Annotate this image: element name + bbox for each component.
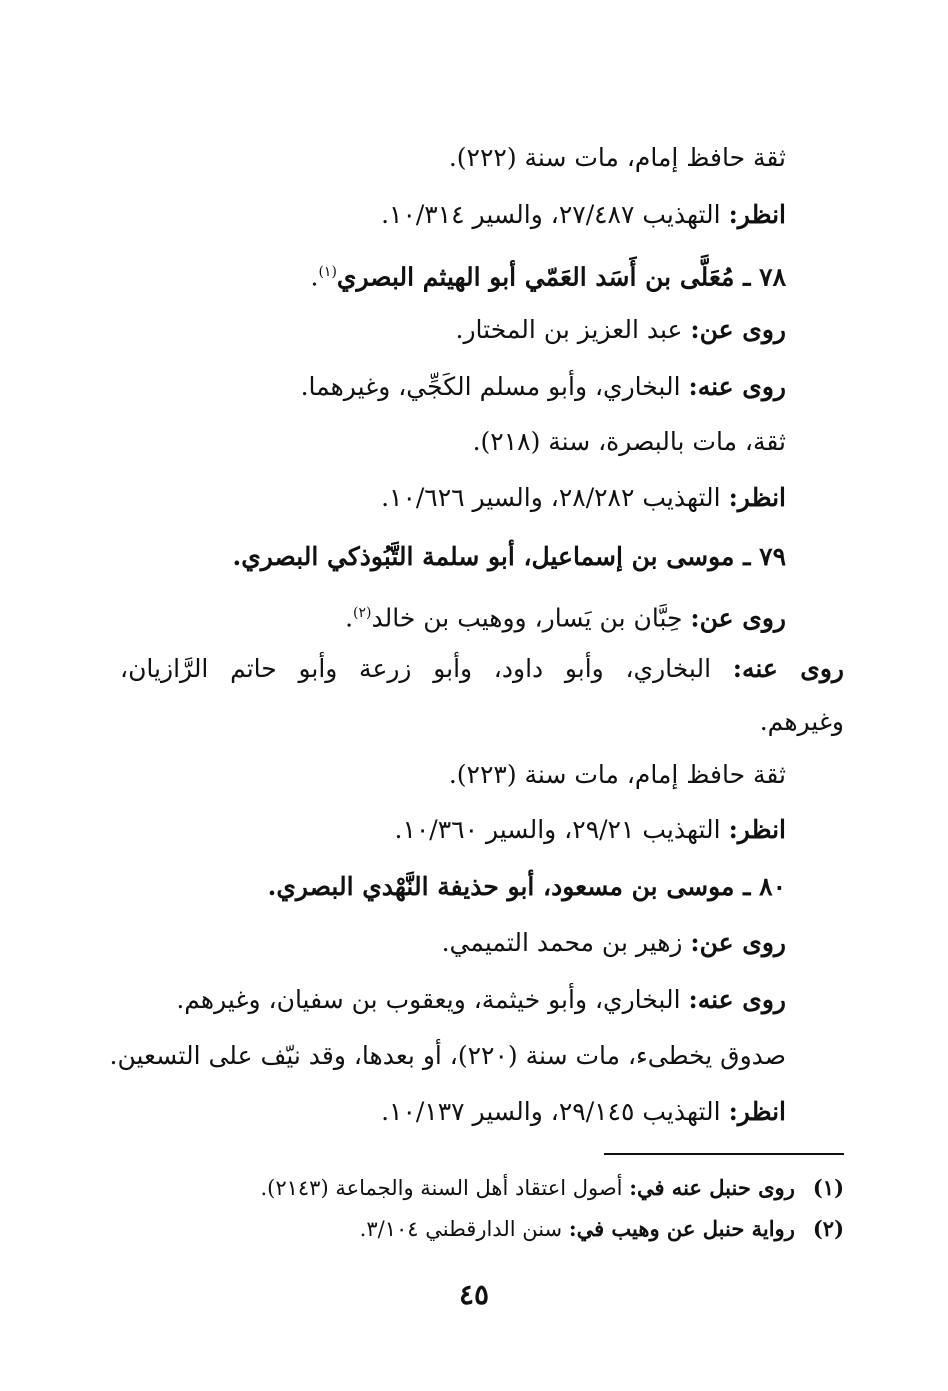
- line-text: ثقة حافظ إمام، مات سنة (٢٢٣).: [448, 760, 786, 789]
- text-line: [0, 914, 786, 972]
- line-label: انظر:: [728, 815, 786, 844]
- line-text: التهذيب ٢٩/١٤٥، والسير ١٠/١٣٧.: [381, 1097, 729, 1126]
- footnote: [120, 1207, 844, 1251]
- entry-number: ٧٨ ـ: [743, 262, 786, 292]
- line-label: انظر:: [728, 1097, 786, 1126]
- footnote-number: (١): [812, 1175, 844, 1200]
- line-text: البخاري، وأبو مسلم الكَجِّي، وغيرهما.: [300, 372, 689, 401]
- text-line: [0, 693, 844, 751]
- line-label: روى عن:: [690, 315, 786, 344]
- line-text: زهير بن محمد التميمي.: [441, 928, 691, 957]
- footnote-separator: [604, 1153, 844, 1155]
- text-line: [0, 469, 786, 527]
- entry-name: موسى بن مسعود، أبو حذيفة النَّهْدي البصري.: [267, 872, 744, 901]
- line-text: ثقة، مات بالبصرة، سنة (٢١٨).: [472, 427, 786, 456]
- footnote: [120, 1166, 844, 1210]
- text-line: [0, 186, 786, 244]
- text-line: [0, 358, 786, 416]
- entry-number: ٧٩ ـ: [743, 542, 786, 571]
- line-tail: .: [310, 262, 319, 292]
- entry-name: مُعَلَّى بن أَسَد العَمّي أبو الهيثم البصري: [336, 262, 744, 292]
- footnote-number: (٢): [812, 1216, 844, 1241]
- footnote-text: أصول اعتقاد أهل السنة والجماعة (٢١٤٣).: [260, 1176, 630, 1200]
- line-label: روى عن:: [690, 928, 786, 957]
- line-label: انظر:: [728, 200, 786, 229]
- line-text: وغيرهم.: [759, 707, 844, 736]
- line-text: عبد العزيز بن المختار.: [455, 315, 691, 344]
- text-line: [0, 301, 786, 359]
- text-line: [0, 1027, 786, 1085]
- footnote-ref: (١): [318, 264, 337, 280]
- footnote-text: سنن الدارقطني ٣/١٠٤.: [359, 1217, 569, 1241]
- text-line: [0, 801, 786, 859]
- text-line: [0, 1083, 786, 1141]
- line-label: روى عنه:: [688, 372, 786, 401]
- footnote-source: رواية حنبل عن وهيب في:: [568, 1216, 795, 1241]
- entry-heading: [0, 858, 786, 916]
- line-label: روى عنه:: [732, 654, 844, 683]
- line-label: روى عنه:: [688, 985, 786, 1014]
- text-line: [0, 129, 786, 187]
- entry-heading: [0, 243, 786, 301]
- footnote-ref: (٢): [353, 605, 372, 621]
- text-line: [0, 746, 786, 804]
- text-line: [0, 971, 786, 1029]
- footnote-source: روى حنبل عنه في:: [629, 1175, 795, 1200]
- line-tail: .: [345, 603, 354, 633]
- entry-number: ٨٠ ـ: [743, 872, 786, 901]
- line-text: حِبَّان بن يَسار، ووهيب بن خالد: [371, 603, 691, 633]
- line-text: التهذيب ٢٧/٤٨٧، والسير ١٠/٣١٤.: [381, 200, 729, 229]
- entry-name: موسى بن إسماعيل، أبو سلمة التَّبُوذكي البصري.: [232, 542, 744, 571]
- text-line: [0, 584, 786, 642]
- line-text: التهذيب ٢٨/٢٨٢، والسير ١٠/٦٢٦.: [381, 483, 729, 512]
- page-number: ٤٥: [458, 1278, 490, 1311]
- line-label: روى عن:: [690, 603, 786, 633]
- text-line: [0, 413, 786, 471]
- line-label: انظر:: [728, 483, 786, 512]
- line-text: البخاري، وأبو خيثمة، ويعقوب بن سفيان، وغيرهم.: [176, 985, 689, 1014]
- entry-heading: [0, 528, 786, 586]
- line-text: صدوق يخطىء، مات سنة (٢٢٠)، أو بعدها، وقد نيّف على التسعين.: [109, 1041, 786, 1070]
- line-text: التهذيب ٢٩/٢١، والسير ١٠/٣٦٠.: [394, 815, 729, 844]
- text-line: [120, 640, 844, 698]
- line-text: ثقة حافظ إمام، مات سنة (٢٢٢).: [448, 143, 786, 172]
- line-text: البخاري، وأبو داود، وأبو زرعة وأبو حاتم الرَّازيان،: [120, 654, 733, 683]
